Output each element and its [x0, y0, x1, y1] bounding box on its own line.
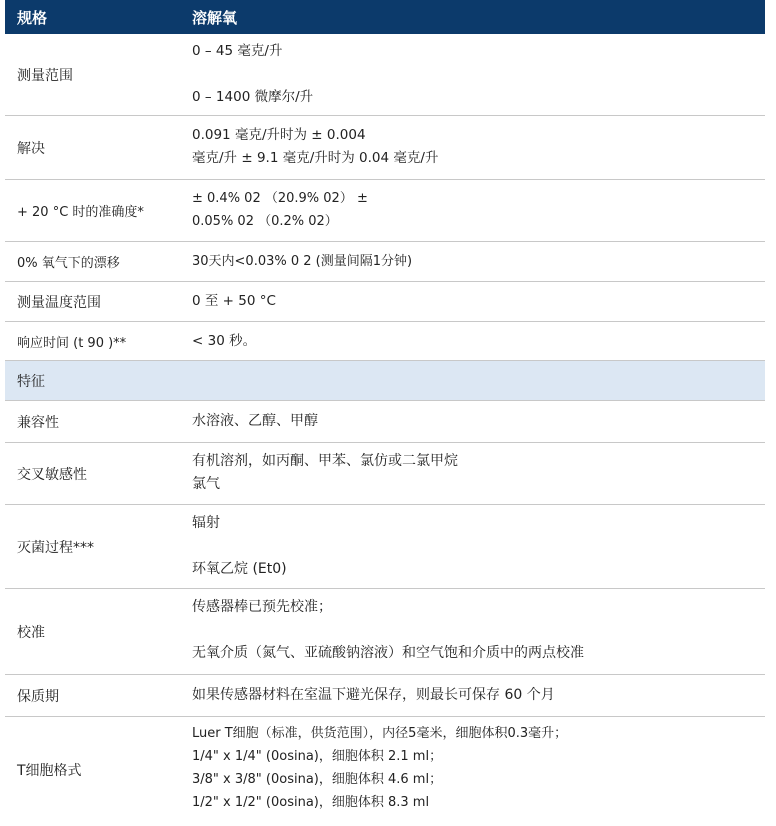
row-value — [192, 242, 765, 281]
row-label: 响应时间 (t 90 )** — [17, 335, 127, 351]
row-label: 解决 — [17, 140, 45, 157]
row-value — [192, 717, 765, 823]
value-line: 1/2" x 1/2" (0osina)，细胞体积 8.3 ml — [192, 795, 430, 810]
table-row — [5, 675, 765, 717]
row-value — [192, 505, 765, 588]
table-row — [5, 443, 765, 505]
value-line: 氯气 — [192, 476, 220, 492]
row-value — [192, 116, 765, 179]
value-line: 1/4" x 1/4" (0osina)，细胞体积 2.1 ml； — [192, 749, 443, 764]
value-line: 3/8" x 3/8" (0osina)，细胞体积 4.6 ml； — [192, 772, 443, 787]
section-features — [5, 361, 765, 401]
row-label: 兼容性 — [17, 414, 59, 431]
table-row — [5, 401, 765, 443]
row-value — [192, 675, 765, 716]
value-line: 0.091 毫克/升时为 ± 0.004 — [192, 127, 366, 143]
table-row — [5, 589, 765, 675]
value-line: 环氧乙烷 (Et0) — [192, 561, 287, 577]
row-value — [192, 589, 765, 674]
row-label: 测量温度范围 — [17, 294, 101, 311]
row-value — [192, 401, 765, 442]
row-label: T细胞格式 — [17, 763, 82, 779]
value-line: 辐射 — [192, 515, 220, 531]
row-label: + 20 °C 时的准确度* — [17, 205, 144, 220]
row-value — [192, 34, 765, 115]
table-row — [5, 282, 765, 322]
row-label: 交叉敏感性 — [17, 466, 87, 483]
header-dissolved-oxygen: 溶解氧 — [192, 8, 238, 27]
value-line: 0.05% 02 （0.2% 02） — [192, 214, 338, 229]
value-line: Luer T细胞（标准，供货范围），内径5毫米，细胞体积0.3毫升； — [192, 726, 568, 741]
table-row — [5, 242, 765, 282]
spec-table — [5, 0, 765, 823]
table-row — [5, 717, 765, 823]
value-line: 毫克/升 ± 9.1 毫克/升时为 0.04 毫克/升 — [192, 150, 439, 166]
value-line: 30天内<0.03% 0 2 (测量间隔1分钟) — [192, 254, 413, 269]
header-spec: 规格 — [17, 8, 48, 27]
value-line: 有机溶剂，如丙酮、甲苯、氯仿或二氯甲烷 — [192, 453, 458, 469]
row-value — [192, 282, 765, 321]
row-value — [192, 322, 765, 360]
table-row — [5, 180, 765, 242]
value-line — [192, 619, 765, 642]
table-row — [5, 322, 765, 361]
table-header — [5, 0, 765, 34]
value-line — [192, 63, 765, 86]
table-row — [5, 34, 765, 116]
row-label: 0% 氧气下的漂移 — [17, 256, 120, 271]
value-line — [192, 535, 765, 558]
value-line: 无氧介质（氮气、亚硫酸钠溶液）和空气饱和介质中的两点校准 — [192, 645, 584, 661]
table-row — [5, 116, 765, 180]
value-line: ± 0.4% 02 （20.9% 02） ± — [192, 191, 368, 206]
value-line: 0 – 1400 微摩尔/升 — [192, 89, 314, 105]
table-row — [5, 505, 765, 589]
value-line: 0 至 + 50 °C — [192, 293, 276, 309]
row-label: 保质期 — [17, 688, 59, 705]
value-line: 如果传感器材料在室温下避光保存，则最长可保存 60 个月 — [192, 687, 555, 703]
value-line: 0 – 45 毫克/升 — [192, 43, 283, 59]
value-line: 传感器棒已预先校准； — [192, 599, 332, 615]
value-line: 水溶液、乙醇、甲醇 — [192, 413, 318, 429]
row-label: 测量范围 — [17, 67, 73, 84]
row-label: 校准 — [17, 624, 45, 641]
row-label: 灭菌过程*** — [17, 539, 94, 556]
row-value — [192, 443, 765, 504]
value-line: < 30 秒。 — [192, 332, 257, 349]
row-value — [192, 180, 765, 241]
section-label: 特征 — [17, 373, 45, 390]
